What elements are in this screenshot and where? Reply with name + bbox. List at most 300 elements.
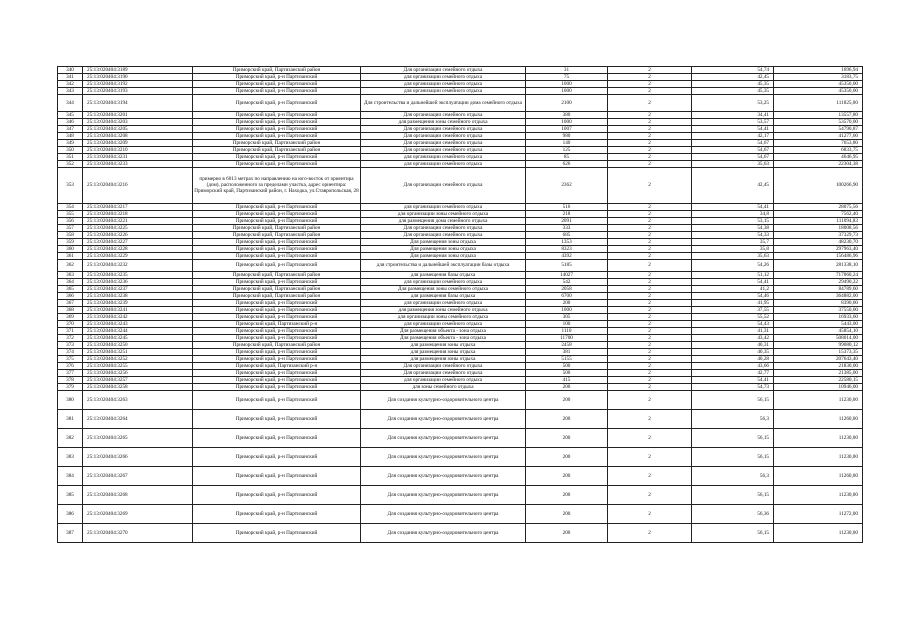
table-row [58,74,863,81]
table-row [58,238,863,245]
cell-area: 685 [526,231,608,238]
cell-permitted-use: для организации семейного отдыха [361,81,526,88]
cell-cadastral-number: 25:13:020404:3232 [83,259,193,272]
cell-group: 2 [608,349,692,356]
cell-address: Приморский край, р-н Партизанский [193,448,361,467]
cell-row-number: 346 [58,118,83,125]
cell-row-number: 374 [58,349,83,356]
cell-row-number: 382 [58,429,83,448]
cell-row-number: 363 [58,272,83,279]
table-row [58,125,863,132]
cell-area: 100 [526,321,608,328]
cell-area: 2058 [526,286,608,293]
cell-area: 11700 [526,335,608,342]
cell-row-number: 368 [58,307,83,314]
table-row [58,279,863,286]
cell-cadastral-number: 25:13:020404:3201 [83,111,193,118]
cell-group: 2 [608,429,692,448]
cell-cadastral-number: 25:13:020404:3243 [83,321,193,328]
cell-cadastral-number: 25:13:020404:3194 [83,95,193,112]
cell-address: Приморский край, Партизанский район [193,231,361,238]
cell-permitted-use: для организации семейного отдыха [361,300,526,307]
cell-row-number: 351 [58,153,83,160]
cell-cadastral-value: 10946,00 [774,384,863,391]
cell-area: 200 [526,429,608,448]
cell-cadastral-number: 25:13:020404:3239 [83,300,193,307]
cell-address: Приморский край, р-н Партизанский [193,111,361,118]
cell-group: 2 [608,245,692,252]
cell-specific-value: 54,41 [692,125,774,132]
cell-cadastral-number: 25:13:020404:3228 [83,245,193,252]
cell-group: 2 [608,203,692,210]
cell-permitted-use: Для создания культурно-оздоровительного центра [361,429,526,448]
cell-group: 2 [608,467,692,486]
table-row [58,272,863,279]
cell-permitted-use: для размещения базы отдыха [361,272,526,279]
table-row [58,467,863,486]
cell-area: 500 [526,363,608,370]
cell-cadastral-number: 25:13:020404:3258 [83,384,193,391]
cell-row-number: 376 [58,363,83,370]
cell-cadastral-number: 25:13:020404:3255 [83,363,193,370]
cell-area: 140 [526,139,608,146]
cell-cadastral-value: 53570,00 [774,118,863,125]
cell-specific-value: 42,77 [692,370,774,377]
cell-group: 2 [608,377,692,384]
cell-address: Приморский край, р-н Партизанский [193,467,361,486]
cell-area: 200 [526,410,608,429]
cell-address: Приморский край, Партизанский район [193,272,361,279]
cell-cadastral-value: 99080,12 [774,342,863,349]
cell-permitted-use: Для размещения зоны семейного отдыха [361,286,526,293]
cell-area: 1353 [526,238,608,245]
cell-address: Приморский край, р-н Партизанский [193,81,361,88]
table-row [58,286,863,293]
table-row [58,167,863,203]
cell-row-number: 353 [58,167,83,203]
table-row [58,224,863,231]
cell-specific-value: 42,17 [692,132,774,139]
cell-address: Приморский край, р-н Партизанский [193,391,361,410]
cell-specific-value: 54,41 [692,203,774,210]
cell-group: 2 [608,74,692,81]
cell-specific-value: 54,41 [692,279,774,286]
cell-row-number: 370 [58,321,83,328]
cell-permitted-use: Для создания культурно-оздоровительного центра [361,410,526,429]
cell-specific-value: 42,45 [692,167,774,203]
cell-specific-value: 35,8 [692,245,774,252]
cell-cadastral-value: 111094,83 [774,217,863,224]
cell-address: Приморский край, р-н Партизанский [193,377,361,384]
cell-row-number: 347 [58,125,83,132]
cell-row-number: 383 [58,448,83,467]
cell-area: 500 [526,370,608,377]
cell-permitted-use: для организации семейного отдыха [361,88,526,95]
cell-specific-value: 43,66 [692,363,774,370]
cell-specific-value: 56,36 [692,505,774,524]
table-row [58,81,863,88]
cell-row-number: 350 [58,146,83,153]
cell-specific-value: 53,25 [692,95,774,112]
cell-specific-value: 56,15 [692,448,774,467]
cell-permitted-use: Для организации семейного отдыха [361,231,526,238]
cell-area: 200 [526,505,608,524]
cell-row-number: 342 [58,81,83,88]
cell-row-number: 371 [58,328,83,335]
cell-cadastral-value: 54790,87 [774,125,863,132]
cell-cadastral-value: 6833,75 [774,146,863,153]
cell-cadastral-number: 25:13:020404:3227 [83,238,193,245]
cell-cadastral-number: 25:13:020404:3217 [83,203,193,210]
cell-area: 380 [526,111,608,118]
cell-cadastral-number: 25:13:020404:3221 [83,217,193,224]
cell-specific-value: 54,26 [692,259,774,272]
cell-cadastral-value: 21385,00 [774,370,863,377]
table-row [58,160,863,167]
cell-address: Приморский край, р-н Партизанский [193,74,361,81]
cell-permitted-use: для строительства и дальнейшей эксплуатации базы отдыха [361,259,526,272]
cell-row-number: 372 [58,335,83,342]
cell-address: Приморский край, Партизанский район [193,342,361,349]
cell-address: Приморский край, р-н Партизанский [193,259,361,272]
table-row [58,391,863,410]
cell-group: 2 [608,391,692,410]
cell-specific-value: 56,15 [692,486,774,505]
cell-row-number: 365 [58,286,83,293]
cell-group: 2 [608,363,692,370]
cell-address: Приморский край, р-н Партизанский [193,118,361,125]
table-row [58,259,863,272]
table-row [58,370,863,377]
cell-row-number: 340 [58,67,83,74]
land-plots-table [57,66,863,543]
cell-cadastral-number: 25:13:020404:3238 [83,293,193,300]
table-row [58,486,863,505]
cell-area: 333 [526,224,608,231]
cell-row-number: 364 [58,279,83,286]
cell-cadastral-value: 22304,38 [774,160,863,167]
cell-permitted-use: Для размещения объекта - зона отдыха [361,335,526,342]
cell-cadastral-number: 25:13:020404:3251 [83,349,193,356]
table-row [58,342,863,349]
cell-cadastral-value: 45350,00 [774,88,863,95]
cell-cadastral-value: 45854,10 [774,328,863,335]
cell-group: 2 [608,88,692,95]
cell-permitted-use: Для размещения зоны отдыха [361,245,526,252]
cell-cadastral-value: 29490,22 [774,279,863,286]
cell-address: Приморский край, р-н Партизанский [193,505,361,524]
cell-area: 1000 [526,88,608,95]
cell-address: Приморский край, р-н Партизанский [193,314,361,321]
table-row [58,231,863,238]
cell-specific-value: 54,67 [692,153,774,160]
cell-group: 2 [608,321,692,328]
cell-cadastral-number: 25:13:020404:3266 [83,448,193,467]
cell-specific-value: 51,12 [692,272,774,279]
cell-cadastral-number: 25:13:020404:3265 [83,429,193,448]
cell-specific-value: 55,52 [692,314,774,321]
cell-row-number: 373 [58,342,83,349]
cell-area: 1000 [526,118,608,125]
cell-area: 85 [526,153,608,160]
cell-permitted-use: для размещения зоны отдыха [361,342,526,349]
cell-cadastral-value: 8390,00 [774,300,863,307]
cell-address: Приморский край, р-н Партизанский [193,370,361,377]
cell-cadastral-value: 5443,00 [774,321,863,328]
cell-cadastral-value: 297963,40 [774,245,863,252]
cell-cadastral-number: 25:13:020404:3208 [83,132,193,139]
table-row [58,356,863,363]
cell-row-number: 341 [58,74,83,81]
cell-cadastral-value: 1696,94 [774,67,863,74]
document-page [57,66,862,543]
cell-address: Приморский край, р-н Партизанский [193,160,361,167]
cell-specific-value: 35,63 [692,160,774,167]
cell-address: Приморский край, р-н Партизанский [193,125,361,132]
cell-area: 381 [526,349,608,356]
cell-address: Приморский край, р-н Партизанский [193,356,361,363]
cell-row-number: 387 [58,524,83,543]
cell-permitted-use: Для размещения зоны отдыха [361,238,526,245]
cell-group: 2 [608,384,692,391]
cell-area: 200 [526,486,608,505]
cell-cadastral-number: 25:13:020404:3209 [83,139,193,146]
cell-cadastral-value: 508014,00 [774,335,863,342]
cell-cadastral-value: 100266,90 [774,167,863,203]
cell-row-number: 378 [58,377,83,384]
cell-specific-value: 54,43 [692,321,774,328]
cell-permitted-use: Для создания культурно-оздоровительного центра [361,391,526,410]
cell-permitted-use: для размещения дома семейного отдыха [361,217,526,224]
cell-cadastral-number: 25:13:020404:3267 [83,467,193,486]
cell-area: 2362 [526,167,608,203]
cell-permitted-use: для размещения зоны семейного отдыха [361,118,526,125]
cell-cadastral-number: 25:13:020404:3256 [83,370,193,377]
cell-cadastral-number: 25:13:020404:3225 [83,224,193,231]
cell-specific-value: 42,45 [692,74,774,81]
cell-address: Приморский край, р-н Партизанский [193,524,361,543]
cell-cadastral-value: 11230,00 [774,448,863,467]
table-row [58,293,863,300]
cell-area: 218 [526,210,608,217]
table-row [58,384,863,391]
cell-cadastral-number: 25:13:020404:3235 [83,272,193,279]
cell-specific-value: 54,74 [692,67,774,74]
cell-area: 31 [526,67,608,74]
cell-cadastral-value: 11230,00 [774,524,863,543]
cell-specific-value: 45,35 [692,88,774,95]
cell-permitted-use: Для создания культурно-оздоровительного центра [361,486,526,505]
cell-address: Приморский край, р-н Партизанский [193,210,361,217]
cell-cadastral-value: 364882,00 [774,293,863,300]
cell-address: Приморский край, р-н Партизанский [193,217,361,224]
cell-permitted-use: Для строительства и дальнейшей эксплуатации дома семейного отдыха [361,95,526,112]
cell-cadastral-value: 15373,35 [774,349,863,356]
cell-specific-value: 56,15 [692,391,774,410]
cell-address: Приморский край, р-н Партизанский [193,203,361,210]
cell-permitted-use: Для размещения объекта - зона отдыха [361,328,526,335]
cell-cadastral-value: 18008,56 [774,224,863,231]
cell-specific-value: 41,95 [692,300,774,307]
cell-permitted-use: для размещения зоны семейного отдыха [361,307,526,314]
cell-group: 2 [608,486,692,505]
cell-address: Приморский край, р-н Партизанский [193,279,361,286]
cell-group: 2 [608,160,692,167]
cell-specific-value: 43,42 [692,335,774,342]
cell-area: 14027 [526,272,608,279]
cell-row-number: 367 [58,300,83,307]
cell-group: 2 [608,259,692,272]
cell-group: 2 [608,272,692,279]
cell-specific-value: 53,15 [692,217,774,224]
cell-address: Приморский край, Партизанский район [193,139,361,146]
cell-address: Приморский край, р-н Партизанский [193,384,361,391]
cell-row-number: 384 [58,467,83,486]
cell-group: 2 [608,95,692,112]
table-row [58,505,863,524]
table-row [58,88,863,95]
table-row [58,67,863,74]
table-row [58,210,863,217]
cell-group: 2 [608,146,692,153]
cell-group: 2 [608,307,692,314]
cell-cadastral-value: 207643,40 [774,356,863,363]
cell-area: 200 [526,467,608,486]
cell-specific-value: 35,63 [692,252,774,259]
cell-row-number: 348 [58,132,83,139]
cell-specific-value: 54,41 [692,377,774,384]
cell-row-number: 345 [58,111,83,118]
cell-row-number: 349 [58,139,83,146]
cell-cadastral-number: 25:13:020404:3245 [83,335,193,342]
cell-row-number: 361 [58,252,83,259]
cell-address: Приморский край, р-н Партизанский [193,238,361,245]
cell-cadastral-number: 25:13:020404:3192 [83,81,193,88]
cell-address: Приморский край, Партизанский район [193,146,361,153]
cell-cadastral-value: 48230,70 [774,238,863,245]
cell-cadastral-number: 25:13:020404:3210 [83,146,193,153]
cell-cadastral-value: 7653,80 [774,139,863,146]
cell-address: Приморский край, р-н Партизанский [193,132,361,139]
table-row [58,363,863,370]
cell-group: 2 [608,125,692,132]
cell-area: 5155 [526,356,608,363]
cell-cadastral-value: 37550,00 [774,307,863,314]
cell-group: 2 [608,132,692,139]
cell-cadastral-value: 11260,00 [774,410,863,429]
cell-row-number: 381 [58,410,83,429]
cell-area: 2458 [526,342,608,349]
cell-specific-value: 54,73 [692,384,774,391]
table-row [58,429,863,448]
cell-permitted-use: для организации зоны семейного отдыха [361,314,526,321]
table-row [58,335,863,342]
cell-row-number: 354 [58,203,83,210]
cell-area: 1000 [526,307,608,314]
cell-address: Приморский край, р-н Партизанский [193,410,361,429]
cell-group: 2 [608,314,692,321]
cell-permitted-use: для организации семейного отдыха [361,377,526,384]
cell-permitted-use: для организации семейного отдыха [361,74,526,81]
cell-group: 2 [608,252,692,259]
table-row [58,300,863,307]
table-row [58,245,863,252]
cell-group: 2 [608,524,692,543]
cell-permitted-use: для размещения базы отдыха [361,293,526,300]
cell-address: Приморский край, Партизанский р-н [193,321,361,328]
cell-address: Приморский край, р-н Партизанский [193,349,361,356]
cell-cadastral-number: 25:13:020404:3237 [83,286,193,293]
cell-cadastral-number: 25:13:020404:3257 [83,377,193,384]
cell-group: 2 [608,279,692,286]
cell-permitted-use: Для размещения зоны отдыха [361,252,526,259]
table-row [58,153,863,160]
table-row [58,132,863,139]
table-row [58,217,863,224]
cell-area: 5185 [526,259,608,272]
cell-row-number: 358 [58,231,83,238]
cell-specific-value: 53,57 [692,118,774,125]
cell-group: 2 [608,139,692,146]
cell-group: 2 [608,167,692,203]
cell-permitted-use: для организации семейного отдыха [361,279,526,286]
cell-cadastral-value: 13557,80 [774,111,863,118]
cell-cadastral-number: 25:13:020404:3203 [83,118,193,125]
cell-permitted-use: Для организации семейного отдыха [361,125,526,132]
cell-address: Приморский край, р-н Партизанский [193,300,361,307]
cell-group: 2 [608,356,692,363]
cell-address: Приморский край, р-н Партизанский [193,245,361,252]
cell-cadastral-number: 25:13:020404:3244 [83,328,193,335]
cell-area: 4392 [526,252,608,259]
cell-specific-value: 45,35 [692,81,774,88]
cell-cadastral-number: 25:13:020404:3229 [83,252,193,259]
cell-address: Приморский край, Партизанский район [193,293,361,300]
cell-specific-value: 34,8 [692,210,774,217]
cell-specific-value: 35,7 [692,238,774,245]
cell-row-number: 362 [58,259,83,272]
cell-specific-value: 34,41 [692,111,774,118]
table-row [58,307,863,314]
cell-group: 2 [608,286,692,293]
cell-address: Приморский край, р-н Партизанский [193,328,361,335]
cell-group: 2 [608,118,692,125]
cell-area: 200 [526,524,608,543]
cell-permitted-use: для организации семейного отдыха [361,153,526,160]
table-row [58,252,863,259]
cell-cadastral-value: 41277,60 [774,132,863,139]
cell-cadastral-value: 45350,00 [774,81,863,88]
cell-cadastral-number: 25:13:020404:3250 [83,342,193,349]
cell-cadastral-number: 25:13:020404:3241 [83,307,193,314]
cell-row-number: 386 [58,505,83,524]
cell-specific-value: 54,46 [692,293,774,300]
cell-area: 1000 [526,81,608,88]
cell-area: 200 [526,384,608,391]
cell-cadastral-value: 11272,00 [774,505,863,524]
cell-permitted-use: Для создания культурно-оздоровительного центра [361,524,526,543]
cell-area: 200 [526,391,608,410]
cell-group: 2 [608,224,692,231]
cell-area: 542 [526,279,608,286]
cell-row-number: 369 [58,314,83,321]
cell-specific-value: 54,67 [692,139,774,146]
cell-group: 2 [608,335,692,342]
cell-cadastral-value: 111825,00 [774,95,863,112]
cell-cadastral-value: 84789,60 [774,286,863,293]
cell-address: Приморский край, Партизанский район [193,286,361,293]
cell-area: 626 [526,160,608,167]
